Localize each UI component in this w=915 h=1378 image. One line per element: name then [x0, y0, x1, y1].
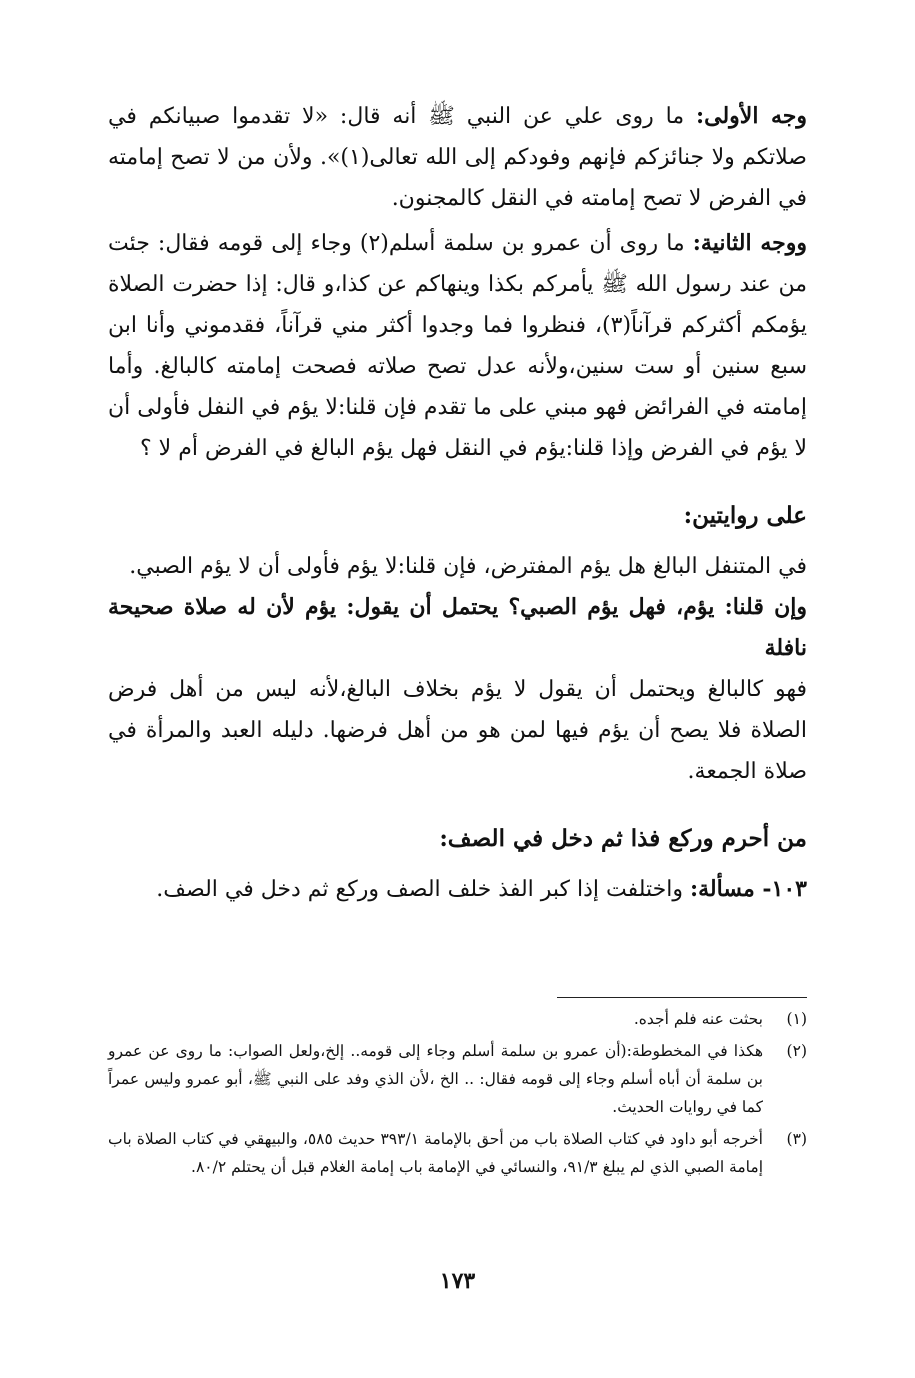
footnote: [108, 1037, 807, 1121]
footnote-number: (٣): [786, 1130, 807, 1148]
footnote-number: (١): [786, 1010, 807, 1028]
footnote-text: بحثت عنه فلم أجده.: [633, 1010, 763, 1028]
footnote-text: أخرجه أبو داود في كتاب الصلاة باب من أحق بالإمامة ٣٩٣/١ حديث ٥٨٥، والبيهقي في كتاب الصلاة باب إمامة الصبي الذي لم يبلغ ٩١/٣، والنسائي في الإمامة باب إمامة الغلام قبل أن يحتلم ٨٠/٢.: [108, 1130, 763, 1176]
paragraph-text: واختلفت إذا كبر الفذ خلف الصف وركع ثم دخل في الصف.: [156, 877, 691, 902]
paragraph-boy-lead: وإن قلنا: يؤم، فهل يؤم الصبي؟ يحتمل أن يقول: يؤم لأن له صلاة صحيحة نافلة: [108, 594, 807, 661]
footnote-number: (٢): [786, 1042, 807, 1060]
paragraph-boy-text: فهو كالبالغ ويحتمل أن يقول لا يؤم بخلاف البالغ،لأنه ليس من أهل فرض الصلاة فلا يصح أن يؤم فيها لمن هو من أهل فرضها. دليله العبد والمرأة في صلاة الجمعة.: [108, 677, 807, 784]
paragraph-text: ما روى علي عن النبي ﷺ أنه قال: «لا تقدموا صبيانكم في صلاتكم ولا جنائزكم فإنهم وفودكم إلى الله تعالى(١)». ولأن من لا تصح إمامته في الفرض لا تصح إمامته في النقل كالمجنون.: [108, 104, 807, 211]
page-number: ١٧٣: [439, 1268, 476, 1294]
paragraph-lead: وجه الأولى:: [696, 103, 807, 129]
paragraph-lead: ووجه الثانية:: [692, 230, 807, 256]
paragraph-masala-103: [108, 869, 807, 910]
heading-joining-row: من أحرم وركع فذا ثم دخل في الصف:: [439, 825, 807, 852]
paragraph-text: ما روى أن عمرو بن سلمة أسلم(٢) وجاء إلى قومه فقال: جئت من عند رسول الله ﷺ يأمركم بكذا وينهاكم عن كذا،و قال: إذا حضرت الصلاة يؤمكم أكثركم قرآناً(٣)، فنظروا فما وجدوا أكثر مني قرآناً، فقدموني وأنا ابن سبع سنين أو ست سنين،ولأنه عدل تصح صلاته فصحت إمامته كالبالغ. وأما إمامته في الفرائض فهو مبني على ما تقدم فإن قلنا:لا يؤم في النفل فأولى أن لا يؤم في الفرض وإذا قلنا:يؤم في النقل فهل يؤم البالغ في الفرض أم لا ؟: [108, 231, 807, 461]
paragraph-second-view: [108, 223, 807, 469]
paragraph-first-view: [108, 96, 807, 219]
footnote: [108, 1125, 807, 1181]
paragraph-voluntary: في المتنفل البالغ هل يؤم المفترض، فإن قلنا:لا يؤم فأولى أن لا يؤم الصبي.: [129, 554, 807, 579]
footnote: [108, 1005, 807, 1033]
footnote-divider: [557, 997, 807, 998]
paragraph-lead: ١٠٣- مسألة:: [690, 876, 807, 902]
footnotes: [108, 1005, 807, 1185]
footnote-text: هكذا في المخطوطة:(أن عمرو بن سلمة أسلم وجاء إلى قومه.. إلخ،ولعل الصواب: ما روى عن عمرو بن سلمة أن أباه أسلم وجاء إلى قومه فقال: .. الخ ،لأن الذي وفد على النبي ﷺ، أبو عمرو وليس عمراً كما في روايات الحديث.: [108, 1042, 763, 1116]
main-text: [108, 96, 807, 910]
heading-two-narrations: على روايتين:: [683, 502, 807, 529]
